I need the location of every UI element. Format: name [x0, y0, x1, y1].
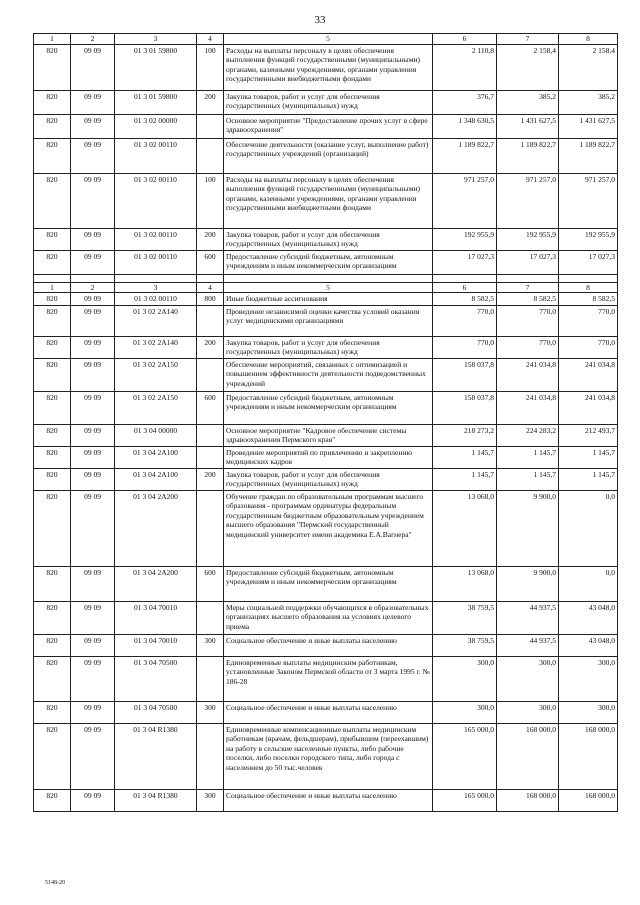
row-gap	[34, 274, 618, 282]
column-number: 3	[115, 282, 197, 293]
admin-code-cell: 820	[34, 138, 71, 173]
value-2023-cell: 168 000,0	[559, 789, 618, 811]
value-2022-cell: 1 431 627,5	[497, 114, 559, 138]
value-2023-cell: 1 145,7	[559, 468, 618, 490]
column-number-row	[34, 34, 618, 45]
section-code-cell: 09 09	[71, 90, 115, 114]
expense-type-cell	[197, 601, 224, 634]
description-cell: Расходы на выплаты персоналу в целях обеспечения выполнения функций государственными (муниципальными) органами, казенными учреждениями, органами управления государственными внебюджетными фондами	[224, 173, 433, 228]
expense-type-cell: 600	[197, 391, 224, 424]
admin-code-cell: 820	[34, 723, 71, 789]
target-article-cell: 01 3 04 2А100	[115, 468, 197, 490]
admin-code-cell: 820	[34, 336, 71, 358]
target-article-cell: 01 3 02 00000	[115, 114, 197, 138]
section-code-cell: 09 09	[71, 44, 115, 90]
expense-type-cell: 100	[197, 44, 224, 90]
value-2021-cell: 2 110,8	[433, 44, 497, 90]
table-row	[34, 305, 618, 336]
value-2022-cell: 168 000,0	[497, 789, 559, 811]
value-2022-cell: 192 955,9	[497, 228, 559, 250]
value-2022-cell: 300,0	[497, 656, 559, 701]
value-2022-cell: 241 034,8	[497, 358, 559, 391]
table-row	[34, 114, 618, 138]
value-2023-cell: 43 048,0	[559, 601, 618, 634]
description-cell: Социальное обеспечение и иные выплаты населению	[224, 789, 433, 811]
value-2022-cell: 971 257,0	[497, 173, 559, 228]
column-number: 7	[497, 34, 559, 45]
footer-code: 5148-20	[45, 880, 65, 886]
column-number: 1	[34, 282, 71, 293]
description-cell: Предоставление субсидий бюджетным, автономным учреждениям и иным некоммерческим организациям	[224, 250, 433, 274]
section-code-cell: 09 09	[71, 173, 115, 228]
description-cell: Основное мероприятие "Кадровое обеспечение системы здравоохранения Пермского края"	[224, 424, 433, 446]
budget-table	[33, 33, 618, 812]
expense-type-cell	[197, 490, 224, 566]
value-2023-cell: 770,0	[559, 336, 618, 358]
value-2022-cell: 770,0	[497, 336, 559, 358]
value-2022-cell: 770,0	[497, 305, 559, 336]
table-row	[34, 789, 618, 811]
admin-code-cell: 820	[34, 601, 71, 634]
admin-code-cell: 820	[34, 228, 71, 250]
table-row	[34, 468, 618, 490]
description-cell: Закупка товаров, работ и услуг для обеспечения государственных (муниципальных) нужд	[224, 468, 433, 490]
target-article-cell: 01 3 04 R1380	[115, 723, 197, 789]
value-2023-cell: 168 000,0	[559, 723, 618, 789]
value-2021-cell: 13 068,0	[433, 490, 497, 566]
gap-cell	[433, 274, 497, 282]
table-row	[34, 601, 618, 634]
table-row	[34, 138, 618, 173]
section-code-cell: 09 09	[71, 601, 115, 634]
target-article-cell: 01 3 02 00110	[115, 250, 197, 274]
expense-type-cell	[197, 138, 224, 173]
table-row	[34, 250, 618, 274]
value-2021-cell: 1 189 822,7	[433, 138, 497, 173]
value-2022-cell: 385,2	[497, 90, 559, 114]
column-number: 2	[71, 34, 115, 45]
description-cell: Предоставление субсидий бюджетным, автономным учреждениям и иным некоммерческим организациям	[224, 566, 433, 601]
value-2023-cell: 300,0	[559, 701, 618, 723]
value-2023-cell: 212 493,7	[559, 424, 618, 446]
value-2021-cell: 158 037,8	[433, 358, 497, 391]
section-code-cell: 09 09	[71, 305, 115, 336]
value-2023-cell: 8 582,5	[559, 293, 618, 306]
value-2022-cell: 9 900,0	[497, 566, 559, 601]
value-2021-cell: 17 027,3	[433, 250, 497, 274]
value-2021-cell: 38 759,5	[433, 601, 497, 634]
section-code-cell: 09 09	[71, 723, 115, 789]
column-number: 3	[115, 34, 197, 45]
value-2021-cell: 1 348 630,5	[433, 114, 497, 138]
value-2022-cell: 2 158,4	[497, 44, 559, 90]
target-article-cell: 01 3 02 00110	[115, 228, 197, 250]
value-2023-cell: 0,0	[559, 566, 618, 601]
section-code-cell: 09 09	[71, 656, 115, 701]
column-number: 7	[497, 282, 559, 293]
value-2021-cell: 218 273,2	[433, 424, 497, 446]
value-2021-cell: 158 037,8	[433, 391, 497, 424]
column-number: 1	[34, 34, 71, 45]
section-code-cell: 09 09	[71, 446, 115, 468]
expense-type-cell	[197, 305, 224, 336]
description-cell: Иные бюджетные ассигнования	[224, 293, 433, 306]
value-2023-cell: 1 431 627,5	[559, 114, 618, 138]
expense-type-cell: 600	[197, 566, 224, 601]
section-code-cell: 09 09	[71, 293, 115, 306]
table-row	[34, 723, 618, 789]
value-2023-cell: 300,0	[559, 656, 618, 701]
column-number: 6	[433, 282, 497, 293]
value-2021-cell: 376,7	[433, 90, 497, 114]
value-2021-cell: 13 068,0	[433, 566, 497, 601]
value-2022-cell: 44 937,5	[497, 601, 559, 634]
description-cell: Обеспечение деятельности (оказание услуг, выполнение работ) государственных учреждений (организаций)	[224, 138, 433, 173]
admin-code-cell: 820	[34, 90, 71, 114]
table-row	[34, 44, 618, 90]
target-article-cell: 01 3 02 2А140	[115, 305, 197, 336]
description-cell: Социальное обеспечение и иные выплаты населению	[224, 701, 433, 723]
admin-code-cell: 820	[34, 701, 71, 723]
expense-type-cell	[197, 424, 224, 446]
value-2023-cell: 770,0	[559, 305, 618, 336]
admin-code-cell: 820	[34, 305, 71, 336]
admin-code-cell: 820	[34, 293, 71, 306]
section-code-cell: 09 09	[71, 250, 115, 274]
admin-code-cell: 820	[34, 490, 71, 566]
target-article-cell: 01 3 02 00110	[115, 293, 197, 306]
gap-cell	[197, 274, 224, 282]
section-code-cell: 09 09	[71, 789, 115, 811]
expense-type-cell	[197, 358, 224, 391]
description-cell: Закупка товаров, работ и услуг для обеспечения государственных (муниципальных) нужд	[224, 90, 433, 114]
target-article-cell: 01 3 04 2А200	[115, 490, 197, 566]
gap-cell	[71, 274, 115, 282]
value-2023-cell: 1 145,7	[559, 446, 618, 468]
admin-code-cell: 820	[34, 446, 71, 468]
value-2023-cell: 971 257,0	[559, 173, 618, 228]
admin-code-cell: 820	[34, 468, 71, 490]
table-row	[34, 566, 618, 601]
gap-cell	[224, 274, 433, 282]
value-2021-cell: 1 145,7	[433, 468, 497, 490]
description-cell: Обучение граждан по образовательным программам высшего образования - программам ординатуры федеральным государственным бюджетным образовательным учреждением высшего образования "Пермский государственный медицинский университет имени академика Е.А.Вагнера"	[224, 490, 433, 566]
target-article-cell: 01 3 01 59800	[115, 90, 197, 114]
table-row	[34, 424, 618, 446]
value-2021-cell: 770,0	[433, 336, 497, 358]
target-article-cell: 01 3 02 2А140	[115, 336, 197, 358]
column-number: 5	[224, 282, 433, 293]
section-code-cell: 09 09	[71, 424, 115, 446]
value-2022-cell: 17 027,3	[497, 250, 559, 274]
column-number-row	[34, 282, 618, 293]
description-cell: Расходы на выплаты персоналу в целях обеспечения выполнения функций государственными (муниципальными) органами, казенными учреждениями, органами управления государственными внебюджетными фондами	[224, 44, 433, 90]
value-2023-cell: 1 189 822,7	[559, 138, 618, 173]
admin-code-cell: 820	[34, 358, 71, 391]
target-article-cell: 01 3 04 2А200	[115, 566, 197, 601]
value-2023-cell: 241 034,8	[559, 391, 618, 424]
admin-code-cell: 820	[34, 634, 71, 656]
table-row	[34, 293, 618, 306]
description-cell: Обеспечение мероприятий, связанных с оптимизацией и повышением эффективности деятельности подведомственных учреждений	[224, 358, 433, 391]
target-article-cell: 01 3 04 70500	[115, 701, 197, 723]
target-article-cell: 01 3 02 00110	[115, 138, 197, 173]
section-code-cell: 09 09	[71, 138, 115, 173]
target-article-cell: 01 3 04 70010	[115, 601, 197, 634]
column-number: 5	[224, 34, 433, 45]
section-code-cell: 09 09	[71, 336, 115, 358]
gap-cell	[34, 274, 71, 282]
value-2022-cell: 1 189 822,7	[497, 138, 559, 173]
table-row	[34, 446, 618, 468]
value-2021-cell: 165 000,0	[433, 723, 497, 789]
target-article-cell: 01 3 01 59800	[115, 44, 197, 90]
admin-code-cell: 820	[34, 250, 71, 274]
description-cell: Меры социальной поддержки обучающихся в образовательных организациях высшего образования на условиях целевого приема	[224, 601, 433, 634]
value-2021-cell: 300,0	[433, 656, 497, 701]
section-code-cell: 09 09	[71, 566, 115, 601]
value-2023-cell: 17 027,3	[559, 250, 618, 274]
value-2022-cell: 9 900,0	[497, 490, 559, 566]
expense-type-cell: 600	[197, 250, 224, 274]
section-code-cell: 09 09	[71, 391, 115, 424]
description-cell: Проведение мероприятий по привлечению и закреплению медицинских кадров	[224, 446, 433, 468]
target-article-cell: 01 3 04 00000	[115, 424, 197, 446]
value-2022-cell: 224 283,2	[497, 424, 559, 446]
value-2023-cell: 192 955,9	[559, 228, 618, 250]
column-number: 2	[71, 282, 115, 293]
table-row	[34, 358, 618, 391]
expense-type-cell: 300	[197, 789, 224, 811]
admin-code-cell: 820	[34, 789, 71, 811]
section-code-cell: 09 09	[71, 634, 115, 656]
expense-type-cell	[197, 114, 224, 138]
admin-code-cell: 820	[34, 44, 71, 90]
admin-code-cell: 820	[34, 114, 71, 138]
value-2022-cell: 1 145,7	[497, 468, 559, 490]
description-cell: Единовременные компенсационные выплаты медицинским работникам (врачам, фельдшерам), прибывшим (переехавшим) на работу в сельские населенные пункты, либо рабочие поселки, либо поселки городского типа, либо города с населением до 50 тыс.человек	[224, 723, 433, 789]
section-code-cell: 09 09	[71, 114, 115, 138]
section-code-cell: 09 09	[71, 358, 115, 391]
value-2023-cell: 385,2	[559, 90, 618, 114]
value-2021-cell: 971 257,0	[433, 173, 497, 228]
description-cell: Социальное обеспечение и иные выплаты населению	[224, 634, 433, 656]
section-code-cell: 09 09	[71, 468, 115, 490]
expense-type-cell: 800	[197, 293, 224, 306]
expense-type-cell	[197, 723, 224, 789]
description-cell: Основное мероприятие "Предоставление прочих услуг в сфере здравоохранения"	[224, 114, 433, 138]
column-number: 4	[197, 282, 224, 293]
target-article-cell: 01 3 04 70010	[115, 634, 197, 656]
target-article-cell: 01 3 02 00110	[115, 173, 197, 228]
table-row	[34, 656, 618, 701]
value-2021-cell: 8 582,5	[433, 293, 497, 306]
expense-type-cell	[197, 446, 224, 468]
admin-code-cell: 820	[34, 391, 71, 424]
description-cell: Проведение независимой оценки качества условий оказания услуг медицинскими организациями	[224, 305, 433, 336]
target-article-cell: 01 3 02 2А150	[115, 391, 197, 424]
description-cell: Единовременные выплаты медицинским работникам, установленные Законом Пермской области от 3 марта 1995 г. № 186-28	[224, 656, 433, 701]
admin-code-cell: 820	[34, 173, 71, 228]
expense-type-cell: 200	[197, 468, 224, 490]
value-2021-cell: 1 145,7	[433, 446, 497, 468]
value-2022-cell: 44 937,5	[497, 634, 559, 656]
value-2023-cell: 241 034,8	[559, 358, 618, 391]
description-cell: Закупка товаров, работ и услуг для обеспечения государственных (муниципальных) нужд	[224, 336, 433, 358]
value-2022-cell: 300,0	[497, 701, 559, 723]
table-row	[34, 634, 618, 656]
value-2021-cell: 165 000,0	[433, 789, 497, 811]
table-row	[34, 228, 618, 250]
value-2022-cell: 8 582,5	[497, 293, 559, 306]
expense-type-cell: 200	[197, 90, 224, 114]
column-number: 4	[197, 34, 224, 45]
gap-cell	[497, 274, 559, 282]
value-2022-cell: 241 034,8	[497, 391, 559, 424]
column-number: 6	[433, 34, 497, 45]
expense-type-cell: 100	[197, 173, 224, 228]
gap-cell	[559, 274, 618, 282]
expense-type-cell: 300	[197, 634, 224, 656]
admin-code-cell: 820	[34, 656, 71, 701]
value-2022-cell: 168 000,0	[497, 723, 559, 789]
table-row	[34, 90, 618, 114]
value-2021-cell: 192 955,9	[433, 228, 497, 250]
table-row	[34, 490, 618, 566]
value-2023-cell: 43 048,0	[559, 634, 618, 656]
expense-type-cell: 200	[197, 228, 224, 250]
page-number: 33	[314, 14, 326, 26]
value-2023-cell: 2 158,4	[559, 44, 618, 90]
value-2021-cell: 770,0	[433, 305, 497, 336]
target-article-cell: 01 3 04 2А100	[115, 446, 197, 468]
table-row	[34, 391, 618, 424]
value-2022-cell: 1 145,7	[497, 446, 559, 468]
admin-code-cell: 820	[34, 424, 71, 446]
expense-type-cell: 200	[197, 336, 224, 358]
expense-type-cell: 300	[197, 701, 224, 723]
table-row	[34, 701, 618, 723]
target-article-cell: 01 3 04 70500	[115, 656, 197, 701]
section-code-cell: 09 09	[71, 228, 115, 250]
target-article-cell: 01 3 04 R1380	[115, 789, 197, 811]
column-number: 8	[559, 282, 618, 293]
section-code-cell: 09 09	[71, 701, 115, 723]
admin-code-cell: 820	[34, 566, 71, 601]
column-number: 8	[559, 34, 618, 45]
gap-cell	[115, 274, 197, 282]
expense-type-cell	[197, 656, 224, 701]
target-article-cell: 01 3 02 2А150	[115, 358, 197, 391]
table-row	[34, 336, 618, 358]
description-cell: Закупка товаров, работ и услуг для обеспечения государственных (муниципальных) нужд	[224, 228, 433, 250]
value-2021-cell: 38 759,5	[433, 634, 497, 656]
value-2023-cell: 0,0	[559, 490, 618, 566]
table-row	[34, 173, 618, 228]
description-cell: Предоставление субсидий бюджетным, автономным учреждениям и иным некоммерческим организациям	[224, 391, 433, 424]
value-2021-cell: 300,0	[433, 701, 497, 723]
section-code-cell: 09 09	[71, 490, 115, 566]
